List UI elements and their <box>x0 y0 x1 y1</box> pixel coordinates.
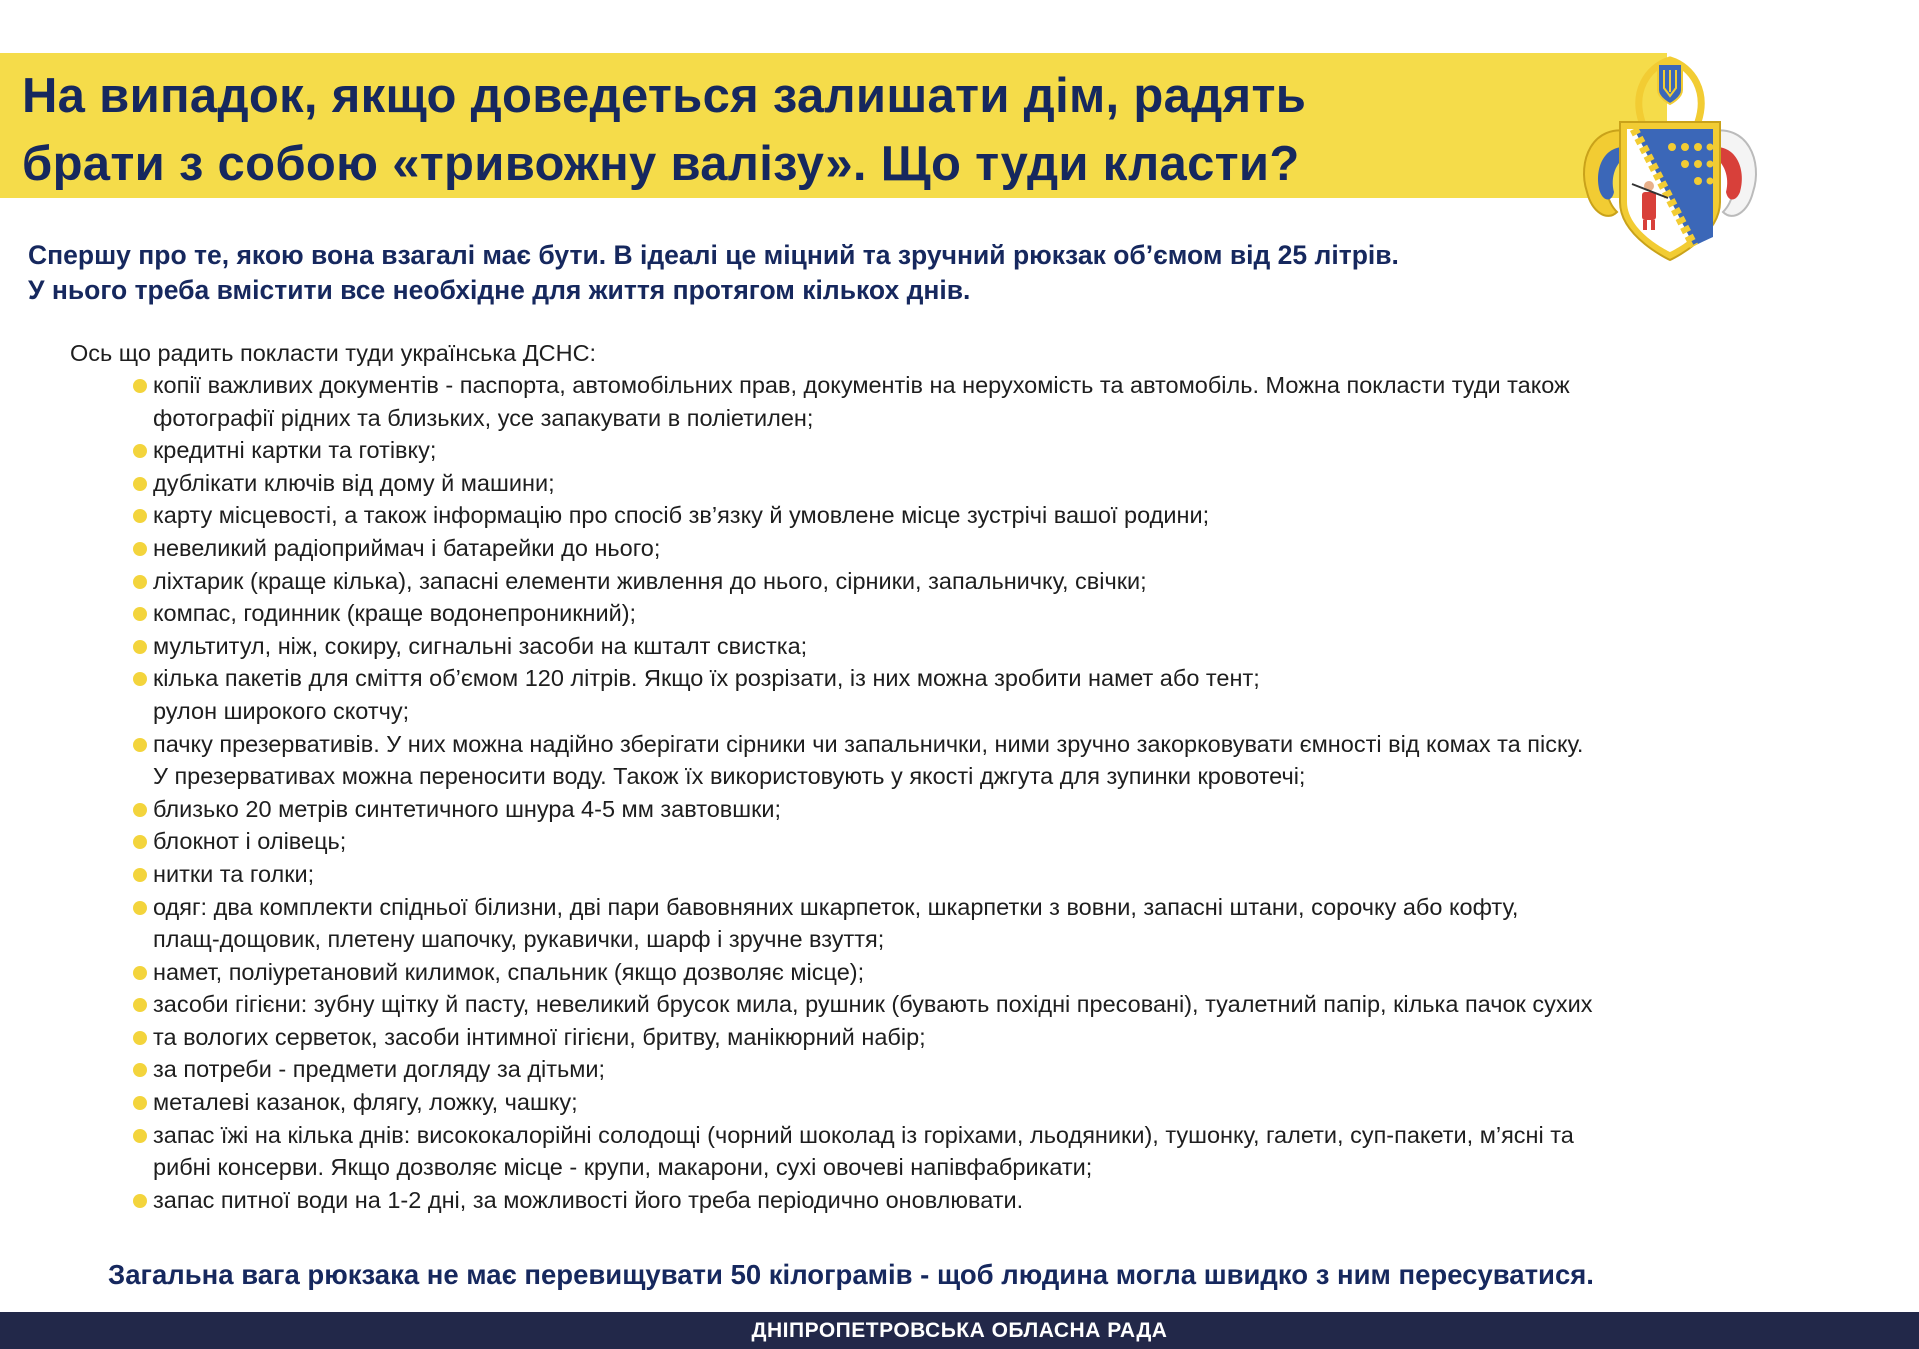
bullet-dot-icon <box>133 1194 147 1208</box>
list-item <box>133 891 1853 956</box>
footer-bar <box>0 1312 1919 1349</box>
list-item <box>133 728 1853 793</box>
list-item <box>133 597 1853 630</box>
list-item-line: рибні консерви. Якщо дозволяє місце - крупи, макарони, сухі овочеві напівфабрикати; <box>153 1154 1093 1181</box>
bullet-dot-icon <box>133 672 147 686</box>
bullet-dot-icon <box>133 640 147 654</box>
list-item <box>133 858 1853 891</box>
bullet-dot-icon <box>133 868 147 882</box>
list-item-line: фотографії рідних та близьких, усе запакувати в поліетилен; <box>153 404 814 431</box>
list-item-line: кілька пакетів для сміття об’ємом 120 літрів. Якщо їх розрізати, із них можна зробити намет або тент; <box>153 665 1260 692</box>
list-item <box>133 1086 1853 1119</box>
list-item <box>133 434 1853 467</box>
bullet-dot-icon <box>133 998 147 1012</box>
list-item-line: карту місцевості, а також інформацію про спосіб зв’язку й умовлене місце зустрічі вашої родини; <box>153 502 1210 529</box>
list-item <box>133 499 1853 532</box>
list-item-line: копії важливих документів - паспорта, автомобільних прав, документів на нерухомість та автомобіль. Можна покласти туди також <box>153 372 1570 398</box>
list-item-line: невеликий радіоприймач і батарейки до нього; <box>153 534 661 561</box>
closing-note: Загальна вага рюкзака не має перевищувати 50 кілограмів - щоб людина могла швидко з ним пересуватися. <box>108 1259 1594 1290</box>
bullet-dot-icon <box>133 1031 147 1045</box>
bullet-dot-icon <box>133 835 147 849</box>
list-item-line: намет, поліуретановий килимок, спальник (якщо дозволяє місце); <box>153 958 865 985</box>
list-item <box>133 825 1853 858</box>
list-item-line: пачку презервативів. У них можна надійно зберігати сірники чи запальнички, ними зручно закорковувати ємності від комах та піску. <box>153 730 1584 757</box>
list-item-line: дублікати ключів від дому й машини; <box>153 469 555 496</box>
page-title <box>22 62 1306 198</box>
list-item-line: плащ-дощовик, плетену шапочку, рукавички, шарф і зручне взуття; <box>153 926 885 953</box>
list-item-line: блокнот і олівець; <box>153 828 347 855</box>
bullet-dot-icon <box>133 444 147 458</box>
list-item-line: рулон широкого скотчу; <box>153 697 410 724</box>
list-item-line: компас, годинник (краще водонепроникний); <box>153 600 637 627</box>
list-item-line: за потреби - предмети догляду за дітьми; <box>153 1056 606 1083</box>
subtitle <box>28 238 1399 308</box>
bullet-dot-icon <box>133 803 147 817</box>
checklist <box>133 369 1853 1216</box>
list-item <box>133 1184 1853 1217</box>
list-item <box>133 565 1853 598</box>
bullet-dot-icon <box>133 477 147 491</box>
list-intro: Ось що радить покласти туди українська ДСНС: <box>70 340 597 366</box>
list-item-line: нитки та голки; <box>153 860 315 887</box>
list-item-line: запас питної води на 1-2 дні, за можливості його треба періодично оновлювати. <box>153 1186 1024 1213</box>
coat-of-arms-icon <box>1572 52 1768 267</box>
bullet-dot-icon <box>133 575 147 589</box>
list-item-line: одяг: два комплекти спідньої білизни, дві пари бавовняних шкарпеток, шкарпетки з вовни, запасні штани, сорочку або кофту, <box>153 893 1519 920</box>
list-item-line: близько 20 метрів синтетичного шнура 4-5 мм завтовшки; <box>153 795 782 822</box>
list-item-line: запас їжі на кілька днів: висококалорійні солодощі (чорний шоколад із горіхами, льодяники), тушонку, галети, суп-пакети, м’ясні та <box>153 1121 1574 1148</box>
subtitle-line-1: Спершу про те, якою вона взагалі має бути. В ідеалі це міцний та зручний рюкзак об’ємом від 25 літрів. <box>28 240 1399 270</box>
list-item <box>133 630 1853 663</box>
bullet-dot-icon <box>133 509 147 523</box>
list-item-line: У презервативах можна переносити воду. Також їх використовують у якості джгута для зупинки кровотечі; <box>153 763 1306 790</box>
subtitle-line-2: У нього треба вмістити все необхідне для життя протягом кількох днів. <box>28 275 971 305</box>
list-item <box>133 369 1853 434</box>
list-item-line: кредитні картки та готівку; <box>153 437 437 464</box>
list-item <box>133 662 1853 727</box>
list-item-line: засоби гігієни: зубну щітку й пасту, невеликий брусок мила, рушник (бувають похідні пресовані), туалетний папір, кілька пачок сухих <box>153 991 1593 1018</box>
bullet-dot-icon <box>133 1129 147 1143</box>
list-item <box>133 1119 1853 1184</box>
list-item-line: металеві казанок, флягу, ложку, чашку; <box>153 1089 578 1116</box>
title-line-2: брати з собою «тривожну валізу». Що туди класти? <box>22 137 1300 191</box>
bullet-dot-icon <box>133 1063 147 1077</box>
list-item <box>133 956 1853 989</box>
bullet-dot-icon <box>133 379 147 393</box>
footer-label: ДНІПРОПЕТРОВСЬКА ОБЛАСНА РАДА <box>751 1318 1168 1342</box>
bullet-dot-icon <box>133 738 147 752</box>
list-item <box>133 988 1853 1021</box>
list-item <box>133 467 1853 500</box>
bullet-dot-icon <box>133 607 147 621</box>
bullet-dot-icon <box>133 901 147 915</box>
title-line-1: На випадок, якщо доведеться залишати дім, радять <box>22 69 1307 123</box>
list-item-line: та вологих серветок, засоби інтимної гігієни, бритву, манікюрний набір; <box>153 1023 926 1050</box>
list-item-line: мультитул, ніж, сокиру, сигнальні засоби на кшталт свистка; <box>153 632 808 659</box>
list-item-line: ліхтарик (краще кілька), запасні елементи живлення до нього, сірники, запальничку, свічки; <box>153 567 1147 594</box>
list-item <box>133 1021 1853 1054</box>
list-item <box>133 1053 1853 1086</box>
bullet-dot-icon <box>133 966 147 980</box>
list-item <box>133 532 1853 565</box>
bullet-dot-icon <box>133 542 147 556</box>
list-item <box>133 793 1853 826</box>
bullet-dot-icon <box>133 1096 147 1110</box>
